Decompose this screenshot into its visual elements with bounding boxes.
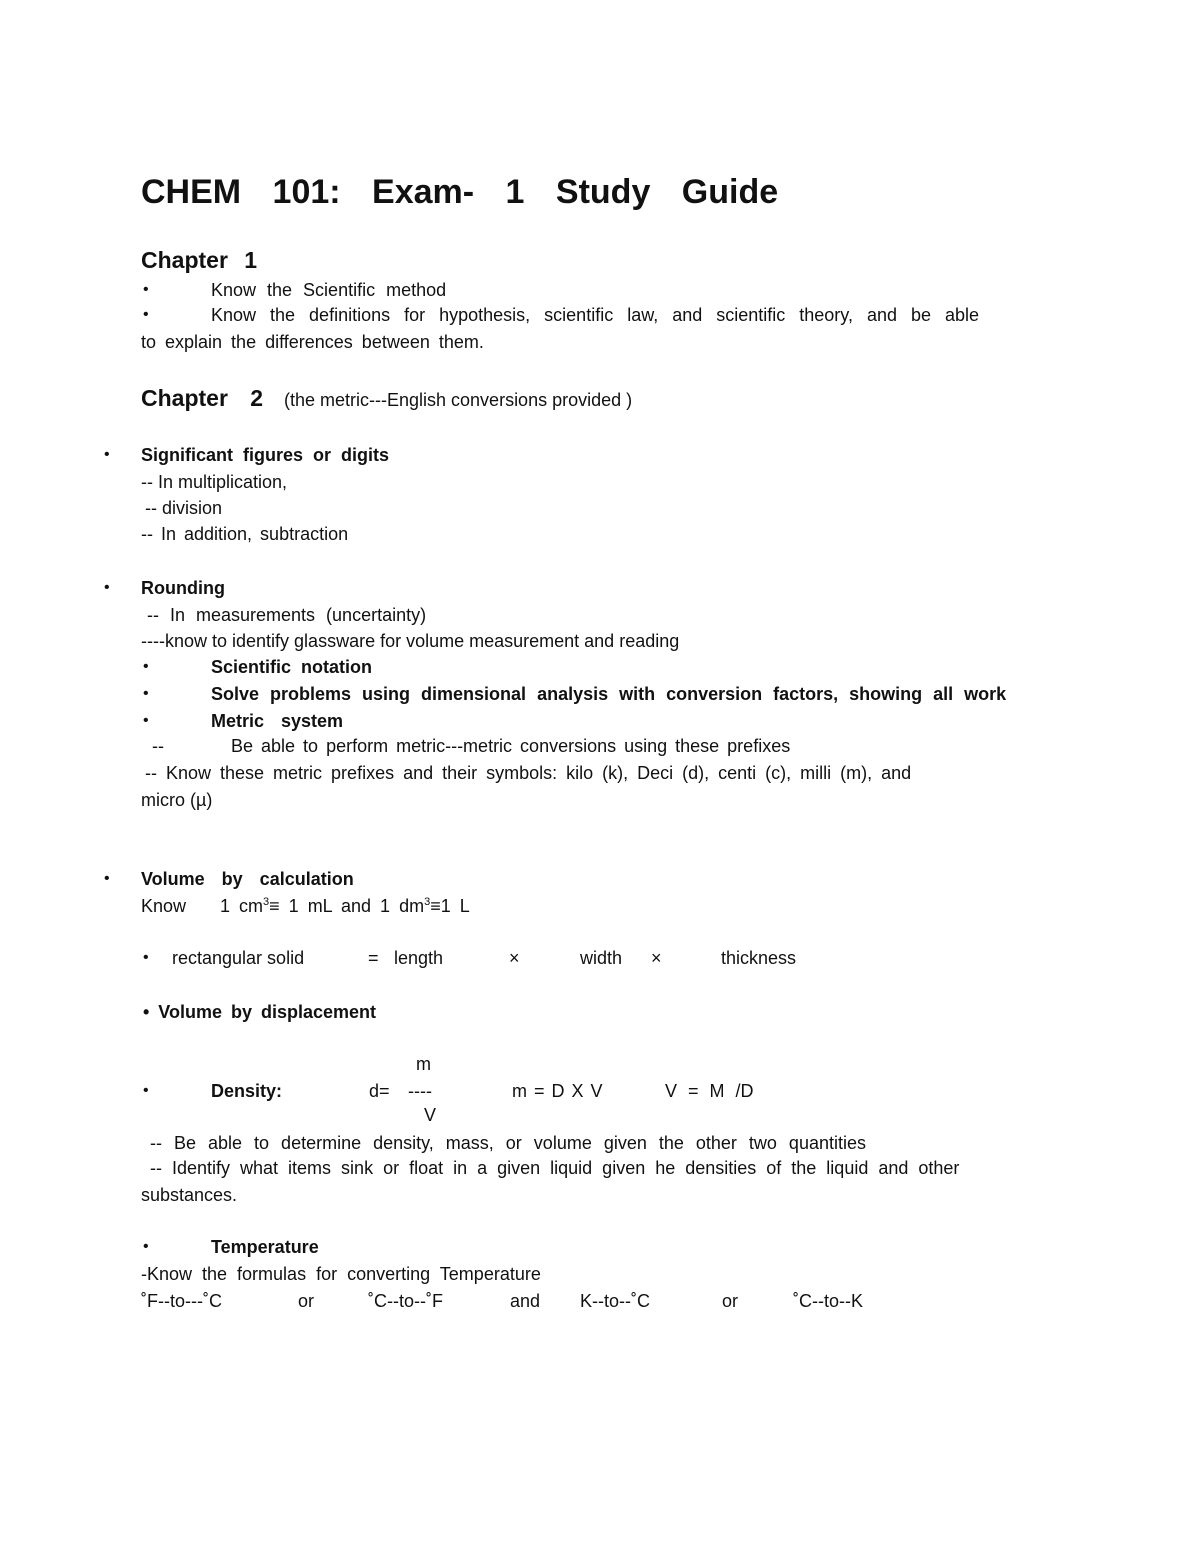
sigfigs-heading: Significant figures or digits [141, 445, 390, 465]
rounding-line-2: ----know to identify glassware for volume measurement and reading [141, 631, 680, 651]
page-title: CHEM 101: Exam- 1 Study Guide [141, 173, 779, 211]
temp-or-2: or [722, 1291, 739, 1311]
bullet-icon: • [143, 685, 149, 702]
density-line-1: -- Be able to determine density, mass, or volume given the other two quantities [150, 1133, 866, 1153]
ch1-item-1: Know the Scientific method [211, 280, 447, 300]
temp-conversion-c-to-k: ˚C--to--K [793, 1291, 863, 1311]
density-line-2: -- Identify what items sink or float in a given liquid given he densities of the liquid and other [150, 1158, 960, 1178]
density-numerator: m [416, 1054, 431, 1074]
temp-conversion-f-to-c: ˚F--to---˚C [141, 1291, 222, 1311]
rounding-line-3: Be able to perform metric---metric conversions using these prefixes [231, 736, 791, 756]
sigfigs-line-2: -- division [145, 498, 223, 518]
volume-formula: V = M /D [665, 1081, 754, 1101]
rect-thickness: thickness [721, 948, 797, 968]
temp-conversion-c-to-f: ˚C--to--˚F [368, 1291, 443, 1311]
rounding-sub-3: Metric system [211, 711, 344, 731]
bullet-icon: • [143, 281, 149, 298]
times-sign: × [651, 948, 662, 968]
rounding-line-4: -- Know these metric prefixes and their symbols: kilo (k), Deci (d), centi (c), milli (m), and [145, 763, 912, 783]
rect-length: length [394, 948, 444, 968]
rounding-line-3-dash: -- [152, 736, 164, 756]
mass-formula: m = D X V [512, 1081, 603, 1101]
sigfigs-line-3: -- In addition, subtraction [141, 524, 349, 544]
bullet-icon: • [143, 712, 149, 729]
chapter-1-heading: Chapter 1 [141, 247, 258, 273]
times-sign: × [509, 948, 520, 968]
bullet-icon: • [143, 306, 149, 323]
density-label: Density: [211, 1081, 283, 1101]
rounding-sub-1: Scientific notation [211, 657, 373, 677]
ch1-item-2-line-1: Know the definitions for hypothesis, scientific law, and scientific theory, and be able [211, 305, 980, 325]
rect-width: width [580, 948, 623, 968]
temp-and: and [510, 1291, 541, 1311]
rounding-heading: Rounding [141, 578, 225, 598]
density-line-3: substances. [141, 1185, 238, 1205]
rounding-line-5: micro (µ) [141, 790, 213, 810]
equals-sign: = [368, 948, 379, 968]
temperature-line-1: -Know the formulas for converting Temperature [141, 1264, 541, 1284]
temp-conversion-k-to-c: K--to--˚C [580, 1291, 650, 1311]
chapter-2-note: (the metric---English conversions provided ) [284, 390, 633, 410]
density-denominator: V [424, 1105, 437, 1125]
rect-solid-label: rectangular solid [172, 948, 305, 968]
volume-displacement: • Volume by displacement [143, 1002, 377, 1022]
bullet-icon: • [143, 658, 149, 675]
temp-or-1: or [298, 1291, 315, 1311]
rounding-sub-2: Solve problems using dimensional analysis with conversion factors, showing all work [211, 684, 1007, 704]
bullet-icon: • [104, 870, 110, 887]
bullet-icon: • [104, 579, 110, 596]
density-fraction-bar: ---- [408, 1081, 432, 1101]
temperature-label: Temperature [211, 1237, 319, 1257]
chapter-2-heading: Chapter 2 [141, 385, 264, 411]
ch1-item-2-line-2: to explain the differences between them. [141, 332, 484, 352]
bullet-icon: • [143, 1082, 149, 1099]
bullet-icon: • [143, 1238, 149, 1255]
volume-know-line: Know 1 $cm^3\equiv 1$ mL and 1 $dm^3\equiv 1$ L [141, 896, 470, 916]
bullet-icon: • [143, 949, 149, 966]
bullet-icon: • [104, 446, 110, 463]
sigfigs-line-1: -- In multiplication, [141, 472, 288, 492]
rounding-line-1: -- In measurements (uncertainty) [147, 605, 427, 625]
density-d-equals: d= [369, 1081, 390, 1101]
volume-heading: Volume by calculation [141, 869, 354, 889]
